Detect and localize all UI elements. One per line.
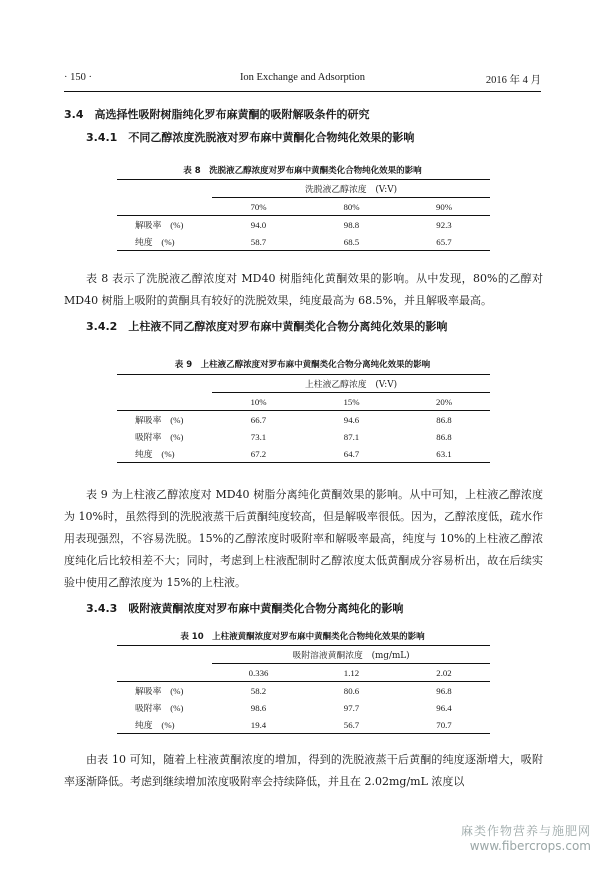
- table-cell: 58.7: [212, 233, 305, 251]
- issue-date: 2016 年 4 月: [485, 75, 541, 86]
- watermark-url: www.fibercrops.com: [469, 839, 591, 853]
- table-cell: 86.8: [436, 414, 452, 425]
- table-row: [117, 411, 490, 429]
- row-label: 吸附率 (%): [135, 432, 184, 442]
- row-label: 纯度 (%): [117, 233, 212, 251]
- table-row: [117, 699, 490, 716]
- paragraph-table-8-discussion: [64, 268, 543, 312]
- table-cell: 65.7: [398, 233, 490, 251]
- table-cell: 97.7: [343, 702, 360, 713]
- table-cell: 96.8: [436, 685, 452, 696]
- paragraph-table-9-discussion: [64, 484, 543, 594]
- table-9-col-header: 20%: [398, 393, 490, 411]
- paragraph-text: 表 9 为上柱液乙醇浓度对 MD40 树脂分离纯化黄酮效果的影响。从中可知，上柱液乙醇浓度为 10%时，虽然得到的洗脱液蒸干后黄酮纯度较高，但是解吸率很低。因为，乙醇浓度低，疏水作用表现强烈，不容易洗脱。15%的乙醇浓度时吸附率和解吸率最高，纯度与 10%的上柱液乙醇浓度纯化后比较相差不大；同时，考虑到上柱液配制时乙醇浓度太低黄酮成分容易析出，故在后续实验中使用乙醇浓度为 15%的上柱液。: [64, 488, 543, 589]
- paragraph-text: 表 8 表示了洗脱液乙醇浓度对 MD40 树脂纯化黄酮效果的影响。从中发现，80%的乙醇对 MD40 树脂上吸附的黄酮具有较好的洗脱效果，纯度最高为 68.5%，并且解吸率最高。: [64, 272, 543, 307]
- table-cell: 64.7: [305, 445, 398, 463]
- table-cell: 92.3: [436, 219, 452, 230]
- page-number: · 150 ·: [64, 72, 92, 83]
- row-label: 解吸率 (%): [135, 220, 184, 230]
- table-cell: 67.2: [212, 445, 305, 463]
- table-9-group-header: 上柱液乙醇浓度 (V:V): [212, 375, 490, 393]
- table-8-group-header: 洗脱液乙醇浓度 (V:V): [212, 180, 490, 198]
- table-10-group-header: 吸附溶液黄酮浓度 (mg/mL): [212, 646, 490, 664]
- subsection-heading-3-4-1: 3.4.1 不同乙醇浓度洗脱液对罗布麻中黄酮化合物纯化效果的影响: [86, 131, 415, 144]
- table-cell: 98.8: [343, 219, 360, 230]
- table-8: [117, 179, 490, 251]
- table-8-caption: 表 8 洗脱液乙醇浓度对罗布麻中黄酮类化合物纯化效果的影响: [183, 166, 422, 176]
- table-9: [117, 374, 490, 463]
- subsection-heading-3-4-2: 3.4.2 上柱液不同乙醇浓度对罗布麻中黄酮类化合物分离纯化效果的影响: [86, 320, 448, 333]
- row-label: 解吸率 (%): [135, 686, 184, 696]
- table-cell: 80.6: [343, 685, 360, 696]
- table-cell: 86.8: [436, 431, 452, 442]
- table-8-col-header: 70%: [212, 198, 305, 216]
- paragraph-text: 由表 10 可知，随着上柱液黄酮浓度的增加，得到的洗脱液蒸干后黄酮的纯度逐渐增大，吸附率逐渐降低。考虑到继续增加浓度吸附率会持续降低，并且在 2.02mg/mL 浓度以: [64, 753, 543, 788]
- table-10-col-header: 1.12: [305, 664, 398, 682]
- header-rule: [64, 91, 541, 92]
- table-8-col-header: 80%: [305, 198, 398, 216]
- section-heading-3-4: 3.4 高选择性吸附树脂纯化罗布麻黄酮的吸附解吸条件的研究: [64, 108, 370, 121]
- table-row: [117, 445, 490, 463]
- table-cell: 70.7: [398, 716, 490, 734]
- table-10-caption: 表 10 上柱液黄酮浓度对罗布麻中黄酮类化合物纯化效果的影响: [180, 632, 425, 642]
- table-row: [117, 428, 490, 445]
- table-8-col-header: 90%: [398, 198, 490, 216]
- site-watermark: [461, 822, 591, 853]
- table-cell: 19.4: [212, 716, 305, 734]
- table-row: [117, 682, 490, 700]
- table-row: [117, 216, 490, 234]
- table-9-caption: 表 9 上柱液乙醇浓度对罗布麻中黄酮类化合物分离纯化效果的影响: [174, 360, 431, 370]
- table-9-col-header: 15%: [305, 393, 398, 411]
- paragraph-table-10-discussion: [64, 749, 543, 793]
- table-cell: 58.2: [250, 685, 267, 696]
- table-cell: 87.1: [343, 431, 360, 442]
- subsection-heading-3-4-3: 3.4.3 吸附液黄酮浓度对罗布麻中黄酮类化合物分离纯化的影响: [86, 602, 404, 615]
- table-10-col-header: 2.02: [398, 664, 490, 682]
- table-row: [117, 233, 490, 251]
- table-cell: 96.4: [436, 702, 452, 713]
- table-row: [117, 716, 490, 734]
- table-cell: 94.6: [343, 414, 360, 425]
- row-label: 解吸率 (%): [135, 415, 184, 425]
- row-label: 纯度 (%): [117, 716, 212, 734]
- table-10-col-header: 0.336: [212, 664, 305, 682]
- table-cell: 68.5: [305, 233, 398, 251]
- table-cell: 98.6: [250, 702, 267, 713]
- table-cell: 63.1: [398, 445, 490, 463]
- watermark-site-name: 麻类作物营养与施肥网: [460, 824, 591, 838]
- running-header: [64, 72, 541, 90]
- row-label: 纯度 (%): [117, 445, 212, 463]
- table-cell: 66.7: [250, 414, 267, 425]
- table-10: [117, 645, 490, 734]
- table-9-col-header: 10%: [212, 393, 305, 411]
- row-label: 吸附率 (%): [135, 703, 184, 713]
- table-cell: 73.1: [250, 431, 267, 442]
- table-cell: 56.7: [305, 716, 398, 734]
- table-cell: 94.0: [250, 219, 267, 230]
- journal-title: Ion Exchange and Adsorption: [239, 72, 366, 83]
